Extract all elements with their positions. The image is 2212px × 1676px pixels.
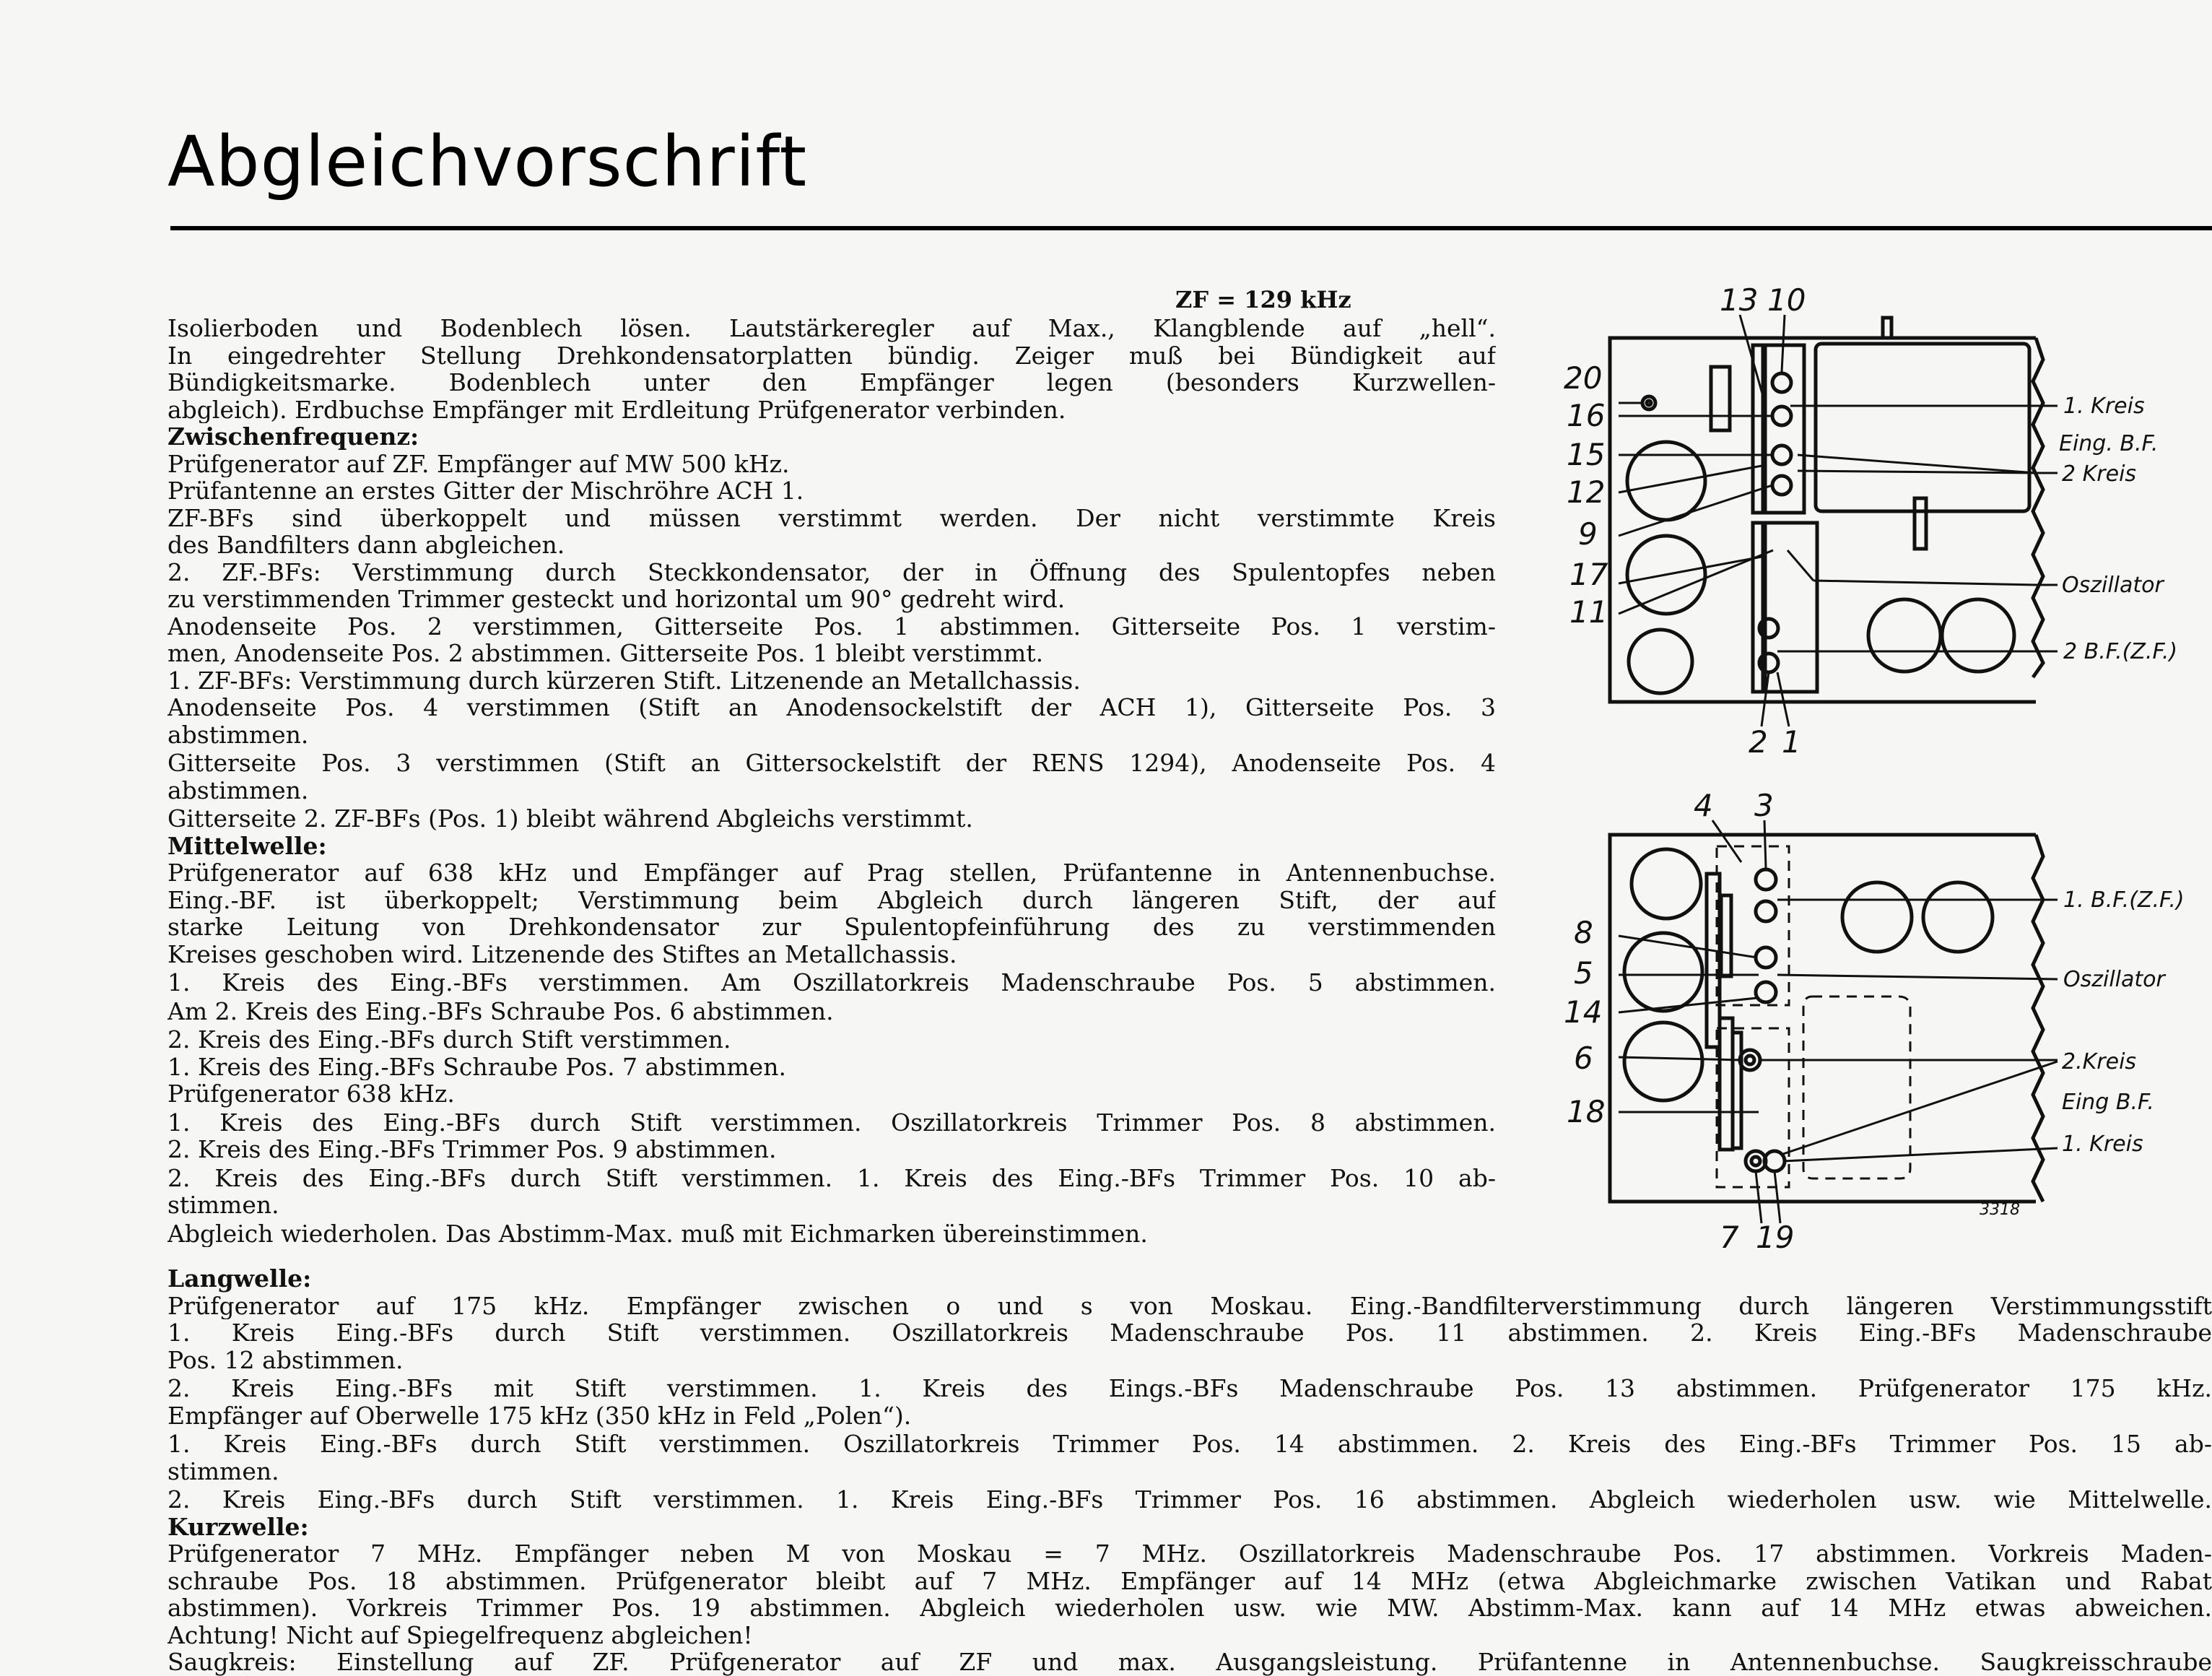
- text-line: 1. Kreis Eing.-BFs durch Stift verstimmen. Oszillatorkreis Madenschraube Pos. 11 abstimmen. 2. Kreis Eing.-BFs Madenschraube: [167, 1319, 2212, 1347]
- pos-number: 11: [1569, 594, 1608, 630]
- text-line: starke Leitung von Drehkondensator zur Spulentopfeinführung des zu verstimmenden: [167, 913, 1496, 941]
- text-line: abstimmen.: [167, 721, 309, 748]
- zf-note: ZF = 129 kHz: [1175, 286, 1351, 313]
- text-line: Gitterseite 2. ZF-BFs (Pos. 1) bleibt während Abgleichs verstimmt.: [167, 805, 973, 833]
- text-line: 1. ZF-BFs: Verstimmung durch kürzeren Stift. Litzenende an Metallchassis.: [167, 667, 1081, 694]
- text-line: Kurzwelle:: [167, 1513, 309, 1540]
- text-line: stimmen.: [167, 1457, 279, 1485]
- text-line: Isolierboden und Bodenblech lösen. Lautstärkeregler auf Max., Klangblende auf „hell“.: [167, 315, 1496, 342]
- pos-number: 12: [1567, 474, 1606, 510]
- alignment-diagram-top: [1552, 282, 2212, 758]
- text-line: 2. Kreis des Eing.-BFs durch Stift verstimmen. 1. Kreis des Eing.-BFs Trimmer Pos. 10 ab-: [167, 1164, 1496, 1191]
- pos-number: 20: [1564, 360, 1603, 396]
- pos-number: 17: [1569, 557, 1608, 592]
- text-line: 2. Kreis Eing.-BFs mit Stift verstimmen. 1. Kreis des Eings.-BFs Madenschraube Pos. 13 abstimmen. Prüfgenerator 175 kHz.: [167, 1375, 2212, 1402]
- text-line: Abgleich wiederholen. Das Abstimm-Max. muß mit Eichmarken übereinstimmen.: [167, 1220, 1148, 1247]
- text-line: zu verstimmenden Trimmer gesteckt und horizontal um 90° gedreht wird.: [167, 586, 1066, 613]
- pos-number: 6: [1574, 1041, 1593, 1076]
- text-line: men, Anodenseite Pos. 2 abstimmen. Gitterseite Pos. 1 bleibt verstimmt.: [167, 640, 1044, 667]
- fig-label: 2.Kreis: [2062, 1049, 2137, 1074]
- pos-number: 1: [1782, 724, 1801, 758]
- text-line: abgleich). Erdbuchse Empfänger mit Erdleitung Prüfgenerator verbinden.: [167, 396, 1066, 423]
- text-line: Pos. 12 abstimmen.: [167, 1346, 404, 1373]
- text-line: Eing.-BF. ist überkoppelt; Verstimmung beim Abgleich durch längeren Stift, der auf: [167, 886, 1496, 913]
- text-line: 2. Kreis des Eing.-BFs durch Stift verstimmen.: [167, 1026, 731, 1054]
- text-line: Bündigkeitsmarke. Bodenblech unter den Empfänger legen (besonders Kurzwellen-: [167, 369, 1496, 396]
- text-line: Gitterseite Pos. 3 verstimmen (Stift an Gittersockelstift der RENS 1294), Anodenseite Pos. 4: [167, 750, 1496, 777]
- page-title: Abgleichvorschrift: [167, 121, 808, 202]
- fig-label: Oszillator: [2063, 967, 2165, 992]
- fig-label: 1. Kreis: [2063, 394, 2145, 419]
- text-line: 1. Kreis des Eing.-BFs Schraube Pos. 7 abstimmen.: [167, 1053, 786, 1080]
- text-line: Prüfgenerator auf 175 kHz. Empfänger zwischen o und s von Moskau. Eing.-Bandfilterverstimmung durch längeren Verstimmungsstift: [167, 1292, 2212, 1319]
- fig-label: Oszillator: [2062, 573, 2164, 598]
- figure-code: 3318: [1980, 1201, 2020, 1219]
- text-line: Anodenseite Pos. 4 verstimmen (Stift an Anodensockelstift der ACH 1), Gitterseite Pos. 3: [167, 694, 1496, 721]
- text-line: Am 2. Kreis des Eing.-BFs Schraube Pos. 6 abstimmen.: [167, 997, 834, 1025]
- text-line: Prüfgenerator auf ZF. Empfänger auf MW 500 kHz.: [167, 450, 790, 477]
- text-line: Prüfgenerator 638 kHz.: [167, 1080, 455, 1108]
- text-line: stimmen.: [167, 1191, 279, 1219]
- instructions-column: [167, 315, 1496, 1247]
- fig-label: Eing B.F.: [2062, 1090, 2154, 1115]
- text-line: Achtung! Nicht auf Spiegelfrequenz abgleichen!: [167, 1621, 753, 1649]
- fig-label: 2 Kreis: [2062, 461, 2137, 487]
- text-line: schraube Pos. 18 abstimmen. Prüfgenerator bleibt auf 7 MHz. Empfänger auf 14 MHz (etwa Abgleichmarke zwischen Vatikan und Rabat: [167, 1567, 2212, 1594]
- fig-label: 2 B.F.(Z.F.): [2063, 639, 2178, 664]
- pos-number: 18: [1567, 1094, 1606, 1129]
- text-line: Kreises geschoben wird. Litzenende des Stiftes an Metallchassis.: [167, 940, 957, 968]
- pos-number: 3: [1754, 788, 1774, 823]
- instructions-full-width: [167, 1265, 2212, 1676]
- fig-label: 1. B.F.(Z.F.): [2063, 887, 2185, 913]
- pos-number: 10: [1767, 282, 1806, 318]
- pos-number: 15: [1567, 437, 1606, 472]
- title-rule: [170, 226, 2212, 230]
- text-line: 2. Kreis Eing.-BFs durch Stift verstimmen. 1. Kreis Eing.-BFs Trimmer Pos. 16 abstimmen. Abgleich wiederholen usw. wie Mittelwelle.: [167, 1486, 2212, 1514]
- alignment-diagram-bottom: [1552, 787, 2212, 1249]
- text-line: Prüfantenne an erstes Gitter der Mischröhre ACH 1.: [167, 477, 804, 505]
- text-line: ZF-BFs sind überkoppelt und müssen verstimmt werden. Der nicht verstimmte Kreis: [167, 504, 1496, 531]
- text-line: 2. Kreis des Eing.-BFs Trimmer Pos. 9 abstimmen.: [167, 1136, 777, 1163]
- text-line: abstimmen.: [167, 776, 309, 804]
- pos-number: 9: [1578, 516, 1598, 552]
- text-line: abstimmen). Vorkreis Trimmer Pos. 19 abstimmen. Abgleich wiederholen usw. wie MW. Abstimm-Max. kann auf 14 MHz etwas abweichen.: [167, 1594, 2212, 1622]
- pos-number: 5: [1574, 955, 1593, 991]
- pos-number: 16: [1567, 398, 1606, 433]
- text-line: Zwischenfrequenz:: [167, 423, 419, 451]
- text-line: 2. ZF.-BFs: Verstimmung durch Steckkondensator, der in Öffnung des Spulentopfes neben: [167, 558, 1496, 586]
- text-line: 1. Kreis des Eing.-BFs verstimmen. Am Oszillatorkreis Madenschraube Pos. 5 abstimmen.: [167, 969, 1496, 997]
- pos-number: 19: [1756, 1220, 1795, 1249]
- text-line: In eingedrehter Stellung Drehkondensatorplatten bündig. Zeiger muß bei Bündigkeit auf: [167, 342, 1496, 369]
- text-line: Prüfgenerator auf 638 kHz und Empfänger auf Prag stellen, Prüfantenne in Antennenbuchse.: [167, 859, 1496, 887]
- text-line: 1. Kreis Eing.-BFs durch Stift verstimmen. Oszillatorkreis Trimmer Pos. 14 abstimmen. 2. Kreis des Eing.-BFs Trimmer Pos. 15 ab-: [167, 1430, 2212, 1458]
- fig-label: 1. Kreis: [2062, 1132, 2143, 1157]
- text-line: Anodenseite Pos. 2 verstimmen, Gitterseite Pos. 1 abstimmen. Gitterseite Pos. 1 verstim-: [167, 612, 1496, 640]
- pos-number: 13: [1720, 282, 1759, 318]
- text-line: Prüfgenerator 7 MHz. Empfänger neben M von Moskau = 7 MHz. Oszillatorkreis Madenschraube Pos. 17 abstimmen. Vorkreis Maden-: [167, 1540, 2212, 1568]
- pos-number: 8: [1574, 915, 1593, 950]
- text-line: Saugkreis: Einstellung auf ZF. Prüfgenerator auf ZF und max. Ausgangsleistung. Prüfantenne in Antennenbuchse. Saugkreisschraube: [167, 1649, 2212, 1676]
- pos-number: 2: [1749, 724, 1768, 758]
- text-line: 1. Kreis des Eing.-BFs durch Stift verstimmen. Oszillatorkreis Trimmer Pos. 8 abstimmen.: [167, 1108, 1496, 1136]
- pos-number: 4: [1694, 788, 1713, 823]
- text-line: Empfänger auf Oberwelle 175 kHz (350 kHz in Feld „Polen“).: [167, 1402, 912, 1429]
- text-line: Mittelwelle:: [167, 832, 327, 859]
- fig-label: Eing. B.F.: [2059, 431, 2159, 456]
- pos-number: 14: [1564, 994, 1603, 1030]
- pos-number: 7: [1720, 1220, 1739, 1249]
- text-line: Langwelle:: [167, 1265, 312, 1293]
- text-line: des Bandfilters dann abgleichen.: [167, 531, 565, 559]
